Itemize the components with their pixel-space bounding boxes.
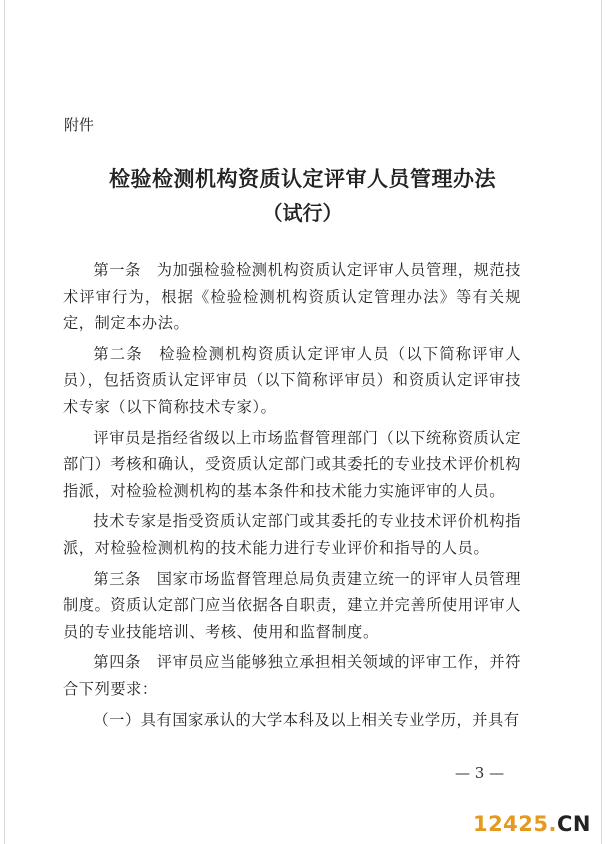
paragraph: 第三条 国家市场监督管理总局负责建立统一的评审人员管理制度。资质认定部门应当依据各自职责，建立并完善所使用评审人员的专业技能培训、考核、使用和监督制度。 [63, 569, 521, 641]
site-watermark [473, 812, 591, 836]
paragraph: 第四条 评审员应当能够独立承担相关领域的评审工作，并符合下列要求： [63, 653, 521, 698]
paragraph: 技术专家是指受资质认定部门或其委托的专业技术评价机构指派，对检验检测机构的技术能力进行专业评价和指导的人员。 [63, 512, 521, 557]
watermark-dot: . [548, 812, 557, 836]
watermark-suffix: CN [557, 812, 591, 836]
document-title: 检验检测机构资质认定评审人员管理办法 [109, 166, 496, 191]
document-subtitle: （试行） [262, 201, 343, 225]
paragraph: 评审员是指经省级以上市场监督管理部门（以下统称资质认定部门）考核和确认，受资质认定部门或其委托的专业技术评价机构指派，对检验检测机构的基本条件和技术能力实施评审的人员。 [63, 428, 521, 500]
paragraph: 第二条 检验检测机构资质认定评审人员（以下简称评审人员），包括资质认定评审员（以下简称评审员）和资质认定评审技术专家（以下简称技术专家）。 [63, 344, 521, 416]
watermark-digits: 12425 [472, 812, 549, 836]
page-number: — 3 — [455, 764, 505, 782]
paragraph: 第一条 为加强检验检测机构资质认定评审人员管理，规范技术评审行为，根据《检验检测机构资质认定管理办法》等有关规定，制定本办法。 [63, 261, 521, 333]
paragraph: （一）具有国家承认的大学本科及以上相关专业学历，并具有 [93, 710, 520, 729]
attachment-label: 附件 [64, 116, 95, 134]
document-body [63, 257, 521, 737]
